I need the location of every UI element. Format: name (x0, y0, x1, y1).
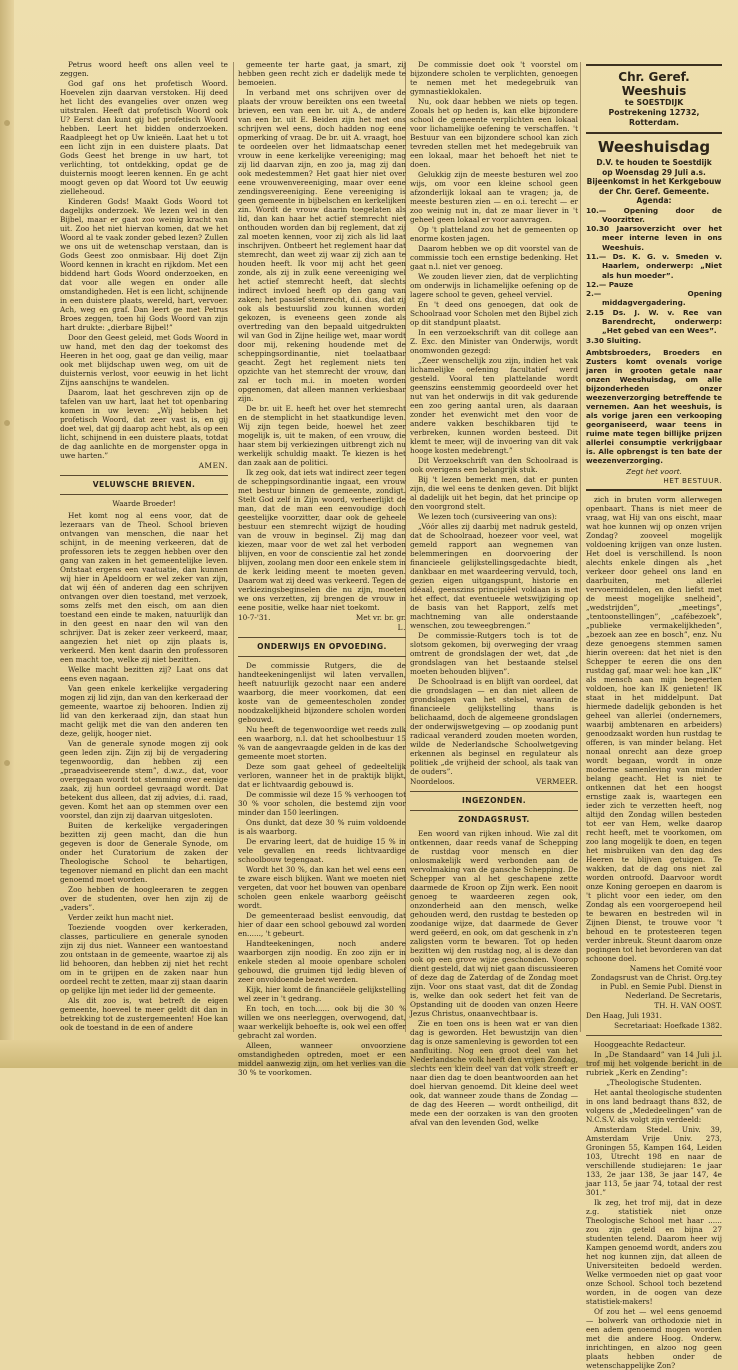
advert-body: Ambtsbroeders, Broeders en Zusters komt ovenals vorige jaren in grooten getale naar onzen Weeshuisdag, om alle bijzonderheden onzer weezenverzorging betreffende te vernemen. Aan het weeshuis, is als vorige jaren een verkooping georganiseerd, waar teens in ruime mate tegen billijke prijzen allerlei consumptie verkrijgbaar is. Alle opbrengst is ten bate der weezenverzorging. (586, 347, 722, 465)
advert-motto: Zegt het voort. (626, 466, 682, 476)
paragraph: Welke macht bezitten zij? Laat ons dat eens even nagaan. (60, 665, 228, 683)
paragraph: Verder zeikt hun macht niet. (68, 913, 174, 922)
paragraph: En 't deed ons genoegen, dat ook de Schoolraad voor Scholen met den Bijbel zich op dit standpunt plaatst. (410, 300, 578, 327)
signoff-author: VERMEER. (535, 777, 578, 786)
binding-hole (4, 760, 10, 766)
paragraph: Namens het Comité voor Zondagsrust van de Christ. Org.tey in Publ. en Semie Publ. Dienst in Nederland. De Secretaris, (591, 963, 722, 1000)
signoff-initial: L. (397, 623, 406, 632)
paragraph: In verband met ons schrijven over de plaats der vrouw bereikten ons een tweetal brieven, een van een br. uit A., de andere van een br. uit E. Beiden zijn het met ons schrijven wel eens, doch hadden nog eene opmerking of vraag. De br. uit A. vraagt, hoe te oordeelen over het lidmaatschap eener vrouw in eene kerkelijke vereeniging; mag zij lid daarvan zijn, en zoo ja, mag zij dan ook medestemmen? Het gaat hier niet over eene vrouwenvereeniging, maar over eene zendingsvereeniging. Eene vereeniging is geen gemeente in bijbelschen en kerkelijken zin. Wordt de vrouw daarin toegelaten als lid, dan kan haar het actief stemrecht niet onthouden worden dan bij reglement, dat zij zal moeten kennen, voor zij zich als lid laat inschrijven. Ontbeert het reglement haar dat stemrecht, dan weet zij waar zij zich aan te houden heeft. Ik voor mij acht het geen zonde, als zij in zulk eene vereeniging wel het actief stemrecht heeft, dat slechts indirect invloed heeft op den gang van zaken; het passief stemrecht, d.i. dus, dat zij ook als bestuurslid zou kunnen worden gekozen, is eveneens geen zonde als overtreding van den bepaald uitgedrukten wil van God in Zijne heilige wet, maar wordt door mij, rekening houdende met de scheppingsordinantie, niet toelaatbaar geacht. Zegt het reglement niets ten opzichte van het stemrecht der vrouw, dan zal er toch m.i. in moeten worden opgenomen, dat alleen mannen verkiesbaar zijn. (238, 88, 406, 403)
paragraph: Wordt het 30 %, dan kan het wel eens een te zware eisch blijken. Want we moeten niet vergeten, dat voor het bouwen van openbare scholen geen enkele waarborg geëischt wordt. (238, 865, 406, 910)
paragraph: We lezen toch (cursiveering van ons): (418, 512, 557, 521)
signoff-row (410, 777, 578, 786)
advert-agenda-title: Agenda: (636, 196, 672, 205)
advert-event-title: Weeshuisdag (597, 138, 711, 156)
signoff-greeting: Met vr. br. gr. (355, 613, 406, 622)
column-rule (580, 62, 581, 1032)
agenda-item: 2.— Opening middagvergadering. (586, 289, 722, 308)
agenda-item: 10.— Opening door de Voorzitter. (586, 205, 722, 224)
paragraph: De commissie-Rutgers toch is tot de slotsom gekomen, bij overweging der vraag omtrent de grondslagen der wet, dat „de grondslagen van het bestaande stelsel moeten behouden blijven”. (410, 631, 578, 676)
advert-top-rule (586, 64, 722, 66)
paragraph: Hooggeachte Redacteur. (594, 1039, 686, 1049)
paragraph: „Theologische Studenten. (606, 1077, 702, 1087)
column-3 (410, 60, 578, 1127)
divider (586, 1035, 722, 1036)
paragraph: Ik zeg, het trof mij, dat in deze z.g. statistiek niet onze Theologische School met haar ...... zou zijn geteld en bijna 27 studenten telend. Daarom heer wij Kampen genoemd wordt, anders zou het nog kunnen zijn, dat alleen de Universiteiten bedoeld werden. Welke vermoeden niet op gaat voor onze School. School toch bezetend worden, in de oogen van deze statistiek-makers! (586, 1197, 722, 1306)
advert-line: Bijeenkomst in het Kerkgebouw der Chr. Geref. Gemeente. (586, 177, 722, 196)
binding-hole (4, 120, 10, 126)
column-1 (60, 60, 228, 1035)
paragraph: We zouden liever zien, dat de verplichting om onderwijs in lichamelijke oefening op de lagere school te geven, geheel verviel. (410, 272, 578, 299)
paragraph: Toeziende voogden over kerkeraden, classes, particuliere en generale synoden zijn zij dus niet. Wanneer een wantoestand zou ontstaan in de gemeente, waartoe zij als lid behooren, dan hebben zij niet het recht om in te grijpen en de zaken naar hun oordeel recht te zetten, maar zij staan daarin op gelijke lijn met ieder lid der gemeente. (60, 923, 228, 995)
paragraph: God gaf ons het profetisch Woord. Hoevelen zijn daarvan verstoken. Hij deed het licht des evangelies over onzen weg uitstralen. Heeft dat profetisch Woord ook U? Eerst dan kunt gij het profetisch Woord hebben. Leert het bidden onderzoeken. Raadpleegt het op Uw knieën. Laat het u tot een licht zijn in een duistere plaats. Dat Gods Geest het brenge in uw hart, tot verlichting, tot ontdekking, opdat ge de duisternis moogt leeren kennen. En ge acht moogt geven op dat Woord tot Uw eeuwig zielleheoud. (60, 79, 228, 196)
advert-line: op Woensdag 29 Juli a.s. (602, 167, 706, 177)
section-heading-ingezonden: INGEZONDEN. (461, 796, 527, 805)
paragraph: zich in bruten vorm allerwegen openbaart. Thans is niet meer de vraag, wat Hij van ons eischt, maar wat hoe kunnen wij op onzen vrijen Zondag? zooveel mogelijk voldoening krijgen van onze lusten. Het doel is verschillend. Is noon alechts enkele dingen als „het verkeer door geheel ons land en daarbuiten, met allerlei vervoermiddelen, en den liefst met de meest mogelijke snelheid”, „wedstrijden”, „meetings”, „tentoonstellingen”, „cafébezoek”, „publieke vermakelijkheden”, „bezoek aan zee en bosch”, enz. Nu deze genoegens stemmen samen hierin overeen: dat het niet is den Schepper te eeren die ons den rustdag gaf, maar wel: hoe kan „IK” als mensch aan mijn begeerten voldoen, hoe kan IK genieten! IK staat in het middelpunt. Dat hiermede dadelijk gebonden is het geheel van allerlei (ondernemers, waarbij ambtenaren en arbeiders) genoodzaakt worden hun rustdag te offeren, is van minder belang. Het nonaal onrecht aan deze groep wordt begaan, wordt in onze moderne samenleving van minder belang geacht. Het is niet te ontkennen dat het een hoogst ernstige zaak is, waartegen een ieder zich te verzetten heeft, nog altijd den Zondag willen besteden tot eer van Hem, welke daarop recht heeft, met te voorkomen, om zoo lang mogelijk te doen, en tegen het misbruiken van den dag des Heeren te blijven getuigen. Te wakken, dat de dag ons niet zal worden ontroofd. Daarvoor wordt onze Koning geroepen en daarom is 't plicht voor een ieder, om den Zondag als een voorgeroepend heil te bewaren en bestreden wil in Zijnen Dienst, te trouwe voor 't behoud en te protesteeren tegen verder inbreuk. Steunt daarom onze pogingen tot het bevorderen van dat schoone doel. (586, 494, 722, 963)
paragraph: Handteekeningen, noch andere waarborgen zijn noodig. En zoo zijn er in enkele steden al mooie openbare scholen gebouwd, die gruimen tijd ledig bleven of zeer onvoldoende bezet werden. (238, 939, 406, 984)
date-place: Den Haag, Juli 1931. (586, 1010, 662, 1020)
paragraph: De ervaring leert, dat de huidige 15 % in vele gevallen en reeds lichtvaardige schoolbouw tegengaat. (238, 837, 406, 864)
paragraph: In een verzoekschrift van dit college aan Z. Exc. den Minister van Onderwijs, wordt onomwonden gezegd: (410, 328, 578, 355)
advert-org-name: Chr. Geref. Weeshuis (618, 70, 690, 98)
advert-signed: HET BESTUUR. (663, 475, 722, 485)
paragraph: Deze som gaat geheel of gedeeltelijk verloren, wanneer het in de praktijk blijkt, dat er lichtvaardig gebouwd is. (238, 762, 406, 789)
section-heading-veluwsche-brieven: VELUWSCHE BRIEVEN. (92, 480, 196, 489)
divider (60, 494, 228, 495)
paragraph: En toch, en toch...... ook bij die 30 % willen we ons neerleggen, overwogend, dat, waar werkelijk behoefte is, ook wel een offer gebracht zal worden. (238, 1004, 406, 1040)
paragraph: Gelukkig zijn de meeste besturen wel zoo wijs, om voor een kleine school geen afzonderlijk lokaal aan te vragen; ja, de meeste besturen zien — en o.i. terecht — er zoo weinig nut in, dat ze maar liever in 't geheel geen lokaal er voor aanvragen. (410, 170, 578, 224)
page-left-edge (0, 0, 14, 1068)
paragraph: Als dit zoo is, wat betreft de eigen gemeente, hoeveel te meer geldt dit dan in betrekking tot de zustergemeenten! Hoe kan ook de toestand in de een of andere (60, 996, 228, 1032)
agenda-item: 12.— Pauze (586, 279, 634, 289)
agenda-item: 3.30 Sluiting. (586, 335, 642, 345)
section-heading-onderwijs: ONDERWIJS EN OPVOEDING. (257, 642, 387, 651)
paragraph: Van geen enkele kerkelijke vergadering mogen zij lid zijn, dan van den kerkeraad der gemeente, waartoe zij behooren. Indien zij lid van den kerkeraad zijn, dan staat hun macht gelijk met die van den anderen ten deze, gelijk, hooger niet. (60, 684, 228, 738)
advert-line: D.V. te houden te Soestdijk (596, 158, 712, 167)
paragraph: Daarom, laat het geschreven zijn op de tafelen van uw hart, laat het tot openbaring komen in uw leven: „Wij hebben het profetisch Woord, dat zeer vast is, en gij doet wel, dat gij daarop acht hebt, als op een licht, schijnend in een duistere plaats, totdat de dag aanlichte en de morgenster opga in uwe harten.” (60, 388, 228, 460)
paragraph: Dit Verzoekschrift van den Schoolraad is ook overigens een belangrijk stuk. (410, 456, 578, 474)
agenda-item: 10.30 Jaarsoverzicht over het meer interne leven in ons Weeshuis. (586, 224, 722, 252)
paragraph: De Schoolraad is en blijft van oordeel, dat die grondslagen — en dan niet alleen de grondslagen van het stelsel, waarin de financieele gelijkstelling thans is belichaamd, doch de algemeene grondslagen der onderwijswetgeving — op zoodanig punt radicaal veranderd zouden moeten worden, wilde de Nederlandsche Schoolwetgeving erkennen als beginsel en regulateur als politiek „de vrijheid der school, als taak van de ouders”. (410, 677, 578, 776)
advert-bottom-rule (586, 489, 722, 491)
paragraph: Een woord van rijken inhoud. Wie zal dit ontkennen, daar reeds vanaf de Schepping de rustdag voor mensch en dier onlosmakelijk werd verbonden aan de vervolmaking van de gansche Schepping. De Schepper van al het geschapene zette daarmede de Kroon op Zijn werk. Een nooit genoeg te waardeeren zegen ook, onzonderheid aan den mensch, welke gehouden werd, den rustdag te besteden op zoodanige wijze, dat daarmede de Gever werd geëerd, en ook, om dat geschenk in z'n zaligsten vorm te bewaren. Tot op heden bezitten wij den rustdag nog, al is deze dan ook op een grove wijze geschonden. Voorop dient gesteld, dat wij niet gaan discussieeren of deze dag de Zaterdag of de Zondag moet zijn. Voor ons staat vast, dat dit de Zondag is, welke dan ook sedert het feit van de Opstanding uit de dooden van onzen Heere Jezus Christus, onaanvechtbaar is. (410, 829, 578, 1018)
paragraph: Zoo hebben de hoogleeraren te zeggen over de studenten, over hen zijn zij de „vaders”. (60, 885, 228, 912)
paragraph: Kijk, hier komt de financiëele gelijkstelling wel zeer in 't gedrang. (238, 985, 406, 1003)
agenda-item: 2.15 Ds. J. W. v. Ree van Barendrecht, onderwerp: „Het gebed van een Wees”. (586, 307, 722, 336)
paragraph: Nu heeft de tegenwoordige wet reeds zulk een waarborg, n.l. dat het schoolbestuur 15 % van de aangevraagde gelden in de kas der gemeente moet storten. (238, 725, 406, 761)
column-rule (233, 62, 234, 1032)
paragraph: Nu, ook daar hebben we niets op tegen. Zooals het op heden is, kan elke bijzondere school de gemeente verplichten een lokaal voor lichamelijke oefening te verschaffen. 't Bestuur van een bijzondere school kan zich tevreden stellen met het medegebruik van een lokaal, maar het behoeft het niet te doen. (410, 97, 578, 169)
divider (238, 637, 406, 638)
binding-hole (4, 420, 10, 426)
salutation: Waarde Broeder! (112, 499, 176, 508)
paragraph: Petrus woord heeft ons allen veel te zeggen. (60, 60, 228, 78)
column-2 (238, 60, 406, 1077)
paragraph: „Zeer wenschelijk zou zijn, indien het vak lichamelijke oefening facultatief werd gesteld. Vooral ten plattelande wordt geenszins eenstemmig geoordeeld over het nut van het onderwijs in dit vak gedurende een zoo gering aantal uren, als daaraan zonder het evenwicht met den voor de andere vakken beschikbaren tijd te verbreken, kunnen worden besteed. Dit klemt te meer, wijl de invoering van dit vak hooge kosten medebrengt.” (410, 356, 578, 455)
divider (410, 791, 578, 792)
paragraph: Door den Geest geleid, met Gods Woord in uw hand, met den dag der toekomst des Heeren in het oog, gaat ge dan veilig, maar ook met blijdschap uwen weg, om uit de duisternis verlost, voor eeuwig in het licht Zijns aanschijns te wandelen. (60, 333, 228, 387)
paragraph: Ons dunkt, dat deze 30 % ruim voldoende is als waarborg. (238, 818, 406, 836)
paragraph: In „De Standaard” van 14 Juli j.l. trof mij het volgende bericht in de rubriek „Kerk en Zending”: (586, 1049, 722, 1077)
paragraph: Of zou het — wel eens genoemd — bolwerk van orthodoxie niet in een adem genoemd mogen worden met die andere Hoog. Onderw. inrichtingen, en alzoo nog geen plaats hebben onder de wetenschappelijke Zon? (586, 1306, 722, 1370)
paragraph: De commissie doet ook 't voorstel om bijzondere scholen te verplichten, genoegen te nemen met het medegebruik van gymnastieklokalen. (410, 60, 578, 96)
paragraph: De gemeenteraad beslist eenvoudig, dat hier of daar een school gebouwd zal worden en......, 't gebeurt. (238, 911, 406, 938)
advert-rule (586, 132, 722, 134)
advert-account: Postrekening 12732, Rotterdam. (608, 108, 700, 127)
paragraph: Het aantal theologische studenten in ons land bedraagt thans 832, de volgens de „Mededeelingen” van de N.C.S.V. als volgt zijn verdeeld: (586, 1087, 722, 1124)
paragraph: Alleen, wanneer onvoorziene omstandigheden optreden, moet er een middel aanwezig zijn, om het verlies van die 30 % te voorkomen. (238, 1041, 406, 1077)
section-heading-zondagsrust: ZONDAGSRUST. (458, 815, 530, 824)
divider (410, 810, 578, 811)
paragraph: Ik zeg ook, dat iets wat indirect zeer tegen de scheppingsordinantie ingaat, een vrouw met bestuur binnen de gemeente, zondigt. Stelt God zelf in Zijn woord, verheerlijkt de man, dat de man een eenvoudige doch geestelijke voorzitter, daar ook de geheele bestuur een stemrecht wijzigt de houding van de vrouw in beginsel. Zij mag dan kiezen, maar voor de wet zal het verboden blijven, en voor de conscientie zal het zonde blijven, zoolang men door een enkele stem in de kerk leiding meent te moeten geven. Daarom wat zij deed was verkeerd. Tegen de verkiezingsbeginselen die nu zijn, moeten we ons verzetten, zij brengen de vrouw in eene positie, welke haar niet toekomt. (238, 468, 406, 612)
signoff-date: 10-7-'31. (238, 613, 271, 622)
column-4 (586, 60, 722, 1370)
divider (60, 475, 228, 476)
paragraph: Zie en toen ons is heen wat er van dien dag is geworden. Het bewustzijn van dien dag is onze samenleving is geworden tot een aanfluiting. Nog een groot deel van het Nederlandsche volk heeft den vrijen Zondag, slechts een klein deel van dat volk streeft er naar dien dag te doen beantwoorden aan het doel hiervan genoemd. Dit kleine deel weet ook, dat wanneer zoude thans de Zondag — de dag des Heeren — wordt ontheiligd, dit mede een der oorzaken is van den grooten afval van den levenden God, welke (410, 1019, 578, 1127)
signoff-place: Noordeloos. (410, 777, 455, 786)
paragraph: Het komt nog al eens voor, dat de lezeraars van de Theol. School brieven ontvangen van menschen, die naar het schijnt, in de meening verkeeren, dat de professoren iets te zeggen hebben over den gang van zaken in het gemeentelijke leven. Ontstaat ergens een vaatuatie, dan kunnen wij hier in Apeldoorn er wel zeker van zijn, dat wij één of anderen dag een schrijven ontvangen over dien toestand, met verzoek, soms zelfs met den eisch, om aan dien toestand een einde te maken, natuurlijk dan in den geest en naar den wil van den schrijver. Dat is zeker zeer verkeerd, maar, aangezien het niet op zijn plaats is, verkeerd. Men kent daarin den professoren een macht toe, welke zij niet bezitten. (60, 511, 228, 664)
secretariat: Secretariaat: Hoefkade 1382. (614, 1020, 722, 1030)
paragraph: Amsterdam Stedel. Univ. 39, Amsterdam Vrije Univ. 273, Groningen 55, Kampen 164, Leiden 103, Utrecht 198 en naar de verschillende studiejaren: 1e jaar 133, 2e jaar 138, 3e jaar 147, 4e jaar 113, 5e jaar 74, totaal der rest 301.” (586, 1124, 722, 1197)
paragraph: Kinderen Gods! Maakt Gods Woord tot dagelijks onderzoek. We lezen wel in den Bijbel, maar er gaat zoo weinig kracht van uit. Zoo het niet hiervan komen, dat we het Woord al te vaak zonder gebed lezen? Zullen we ons uit de wetenschap verstaan, dan is Gods Geest zoo onmisbaar. Hij doet Zijn Woord kennen in kracht en rijkdom. Met een biddend hart Gods Woord onderzoeken, en dat voor alle wegen en onder alle omstandigheden. Het is een licht, schijnende in een duistere plaats, wereld, hart, vervoer. Ach, weg en graf. Dan leert ge met Petrus Broes zeggen, toen hij Gods Woord van zijn hart drukte: „dierbare Bijbel!” (60, 197, 228, 332)
paragraph: „Vóór alles zij daarbij met nadruk gesteld, dat de Schoolraad, hoezeer voor veel, wat gemeld rapport aan wegnemen van belemmeringen en doorvoering der financieele gelijkstellingsgedachte biedt, dankbaar en met waardeering vervuld, toch, gezien eigen uitgangspunt, historie en idéaal, geenszins principiëel voldaan is met het effect, dat eventueele wetswijziging op de basis van het Rapport, zelfs met machtneming van alle onderstaande wenschen, zou teweegbrengen.” (410, 522, 578, 630)
paragraph: De commissie Rutgers, die de handteekeningenlijst wil laten vervallen, heeft natuurlijk gezocht naar een andere waarborg, die meer voorkomen, dat een koste van de gemeentescholen zonder noodzakelijkheid bijzondere scholen worden gebouwd. (238, 661, 406, 724)
paragraph: Van de generale synode mogen zij ook geen leden zijn. Zijn zij bij de vergadering tegenwoordig, dan hebben zij een „praeadviseerende stem”, d.w.z., dat, voor overgegaan wordt tot stemming over eenige zaak, zij hun oordeel gevraagd wordt. Dat betekent dus alleen, dat zij advies, d.i. raad, geven. Komt het aan op stemmen over een voorstel, dan zijn zij daarvan uitgesloten. (60, 739, 228, 820)
signature-amen: AMEN. (198, 461, 228, 470)
advert-location: te SOESTDIJK (624, 98, 684, 107)
secretary-name: TH. H. VAN OOST. (654, 1000, 722, 1010)
paragraph: Op 't platteland zou het de gemeenten op enorme kosten jagen. (410, 225, 578, 243)
paragraph: Bij 't lezen bemerkt men, dat er punten zijn, die wel eens te denken geven. Dit blijkt al dadelijk uit het begin, dat het principe op den voorgrond stelt. (410, 475, 578, 511)
paragraph: Daarom hebben we op dit voorstel van de commissie toch een ernstige bedenking. Het gaat n.l. niet ver genoeg. (410, 244, 578, 271)
paragraph: Buiten de kerkelijke vergaderingen bezitten zij geen macht, dan die hun gegeven is door de Generale Synode, om onder het Curatorium de zaken der Theologische School te behartigen, tegenover niemand en plicht dan een macht genoemd moet worden. (60, 821, 228, 884)
paragraph: gemeente ter harte gaat, ja smart, zij hebben geen recht zich er dadelijk mede te bemoeien. (238, 60, 406, 87)
divider (238, 656, 406, 657)
signoff-row (238, 613, 406, 622)
agenda-item: 11.— Ds. K. G. v. Smeden v. Haarlem, onderwerp: „Niet als hun moeder”. (586, 251, 722, 280)
paragraph: De commissie wil deze 15 % verhoogen tot 30 % voor scholen, die bestemd zijn voor minder dan 150 leerlingen. (238, 790, 406, 817)
paragraph: De br. uit E. heeft het over het stemrecht en de stemplicht in het staatkundige leven. Wij zijn tegen beide, hoewel het zeer mogelijk is, uit te maken, of een vrouw, die haar stem bij verkiezingen uitbrengt zich nu werkelijk schuldig maakt. Te kiezen is het dan zaak aan de politici. (238, 404, 406, 467)
